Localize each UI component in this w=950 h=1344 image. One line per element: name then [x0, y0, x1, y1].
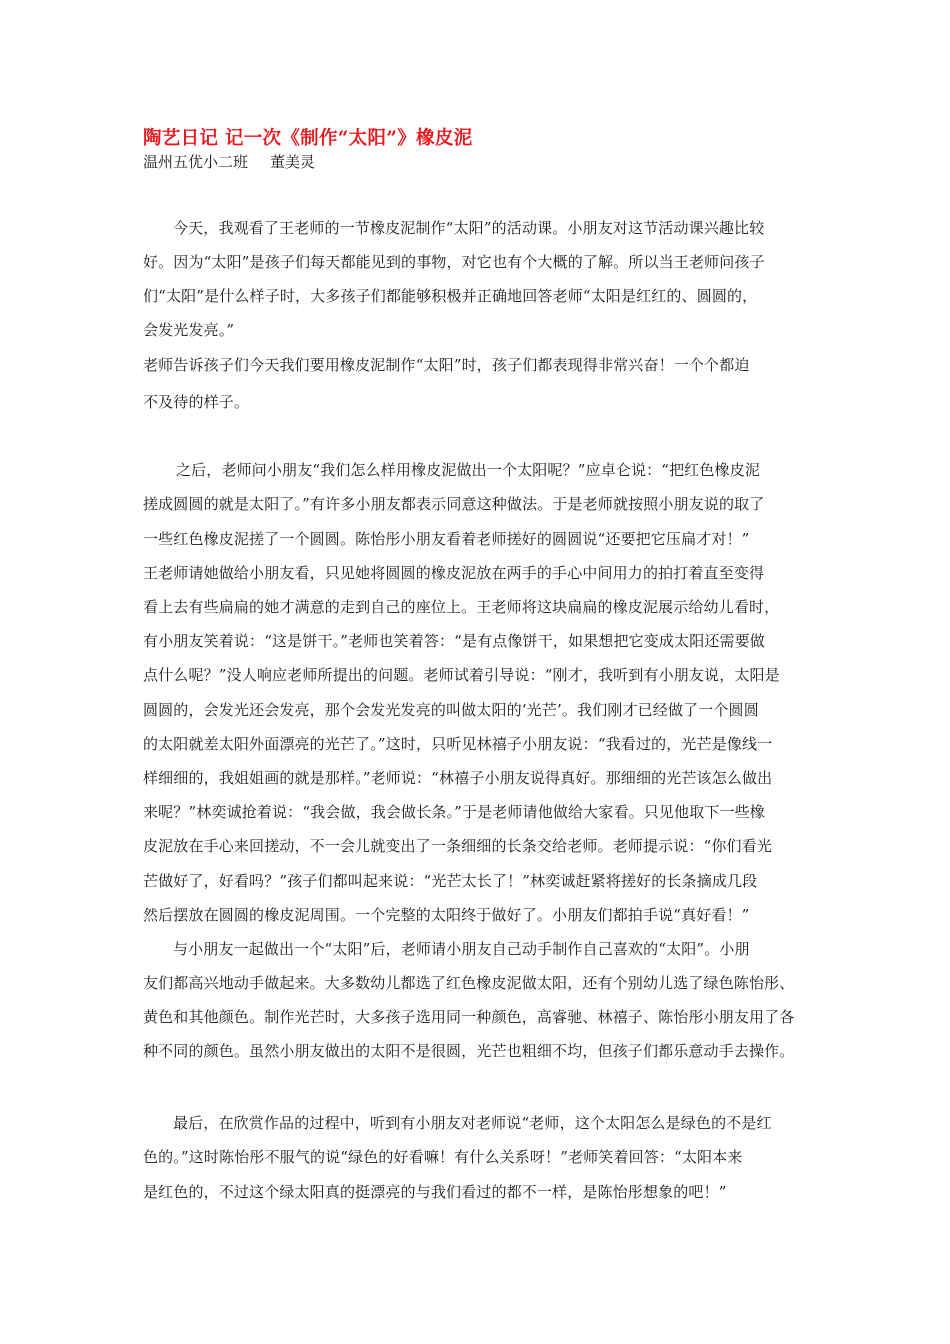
document-title: 陶艺日记 记一次《制作“太阳”》橡皮泥	[143, 128, 473, 149]
paragraph-line: 有小朋友笑着说：“这是饼干。”老师也笑着答：“是有点像饼干，如果想把它变成太阳还需要做	[143, 632, 765, 650]
paragraph-line: 一些红色橡皮泥搓了一个圆圆。陈怡彤小朋友看着老师搓好的圆圆说“还要把它压扁才对！”	[143, 530, 750, 548]
paragraph-line: 种不同的颜色。虽然小朋友做出的太阳不是很圆，光芒也粗细不均，但孩子们都乐意动手去操作。	[143, 1042, 795, 1060]
paragraph-line: 圆圆的，会发光还会发亮，那个会发光发亮的叫做太阳的‘光芒’。我们刚才已经做了一个圆圆	[143, 701, 759, 719]
paragraph-line: 皮泥放在手心来回搓动，不一会儿就变出了一条细细的长条交给老师。老师提示说：“你们看光	[143, 837, 772, 855]
paragraph-line: 然后摆放在圆圆的橡皮泥周围。一个完整的太阳终于做好了。小朋友们都拍手说“真好看！”	[143, 906, 750, 924]
paragraph-line: 友们都高兴地动手做起来。大多数幼儿都选了红色橡皮泥做太阳，还有个别幼儿选了绿色陈怡彤、	[143, 974, 795, 992]
byline	[143, 151, 315, 172]
paragraph-line: 今天，我观看了王老师的一节橡皮泥制作“太阳”的活动课。小朋友对这节活动课兴趣比较	[173, 219, 765, 237]
paragraph-line: 来呢？”林奕诚抢着说：“我会做，我会做长条。”于是老师请他做给大家看。只见他取下一些橡	[143, 803, 765, 821]
paragraph-line: 黄色和其他颜色。制作光芒时，大多孩子选用同一种颜色，高睿驰、林禧子、陈怡彤小朋友用了各	[143, 1008, 795, 1026]
paragraph-line: 与小朋友一起做出一个“太阳”后，老师请小朋友自己动手制作自己喜欢的“太阳”。小朋	[173, 940, 750, 958]
paragraph-line: 搓成圆圆的就是太阳了。”有许多小朋友都表示同意这种做法。于是老师就按照小朋友说的取了	[143, 495, 765, 513]
paragraph-line: 看上去有些扁扁的她才满意的走到自己的座位上。王老师将这块扁扁的橡皮泥展示给幼儿看时，	[143, 598, 780, 616]
paragraph-line: 之后，老师问小朋友“我们怎么样用橡皮泥做出一个太阳呢？”应卓仑说：“把红色橡皮泥	[176, 461, 761, 479]
paragraph-line: 好。因为“太阳”是孩子们每天都能见到的事物，对它也有个大概的了解。所以当王老师问孩子	[143, 253, 765, 271]
paragraph-line: 是红色的，不过这个绿太阳真的挺漂亮的与我们看过的都不一样，是陈怡彤想象的吧！”	[143, 1183, 727, 1201]
paragraph-line: 色的。”这时陈怡彤不服气的说“绿色的好看嘛！有什么关系呀！”老师笑着回答：“太阳本来	[143, 1148, 743, 1166]
paragraph-line: 老师告诉孩子们今天我们要用橡皮泥制作“太阳”时，孩子们都表现得非常兴奋！一个个都迫	[143, 356, 750, 374]
paragraph-line: 王老师请她做给小朋友看，只见她将圆圆的橡皮泥放在两手的手心中间用力的拍打着直至变得	[143, 564, 765, 582]
author-class: 温州五优小二班	[143, 153, 249, 171]
paragraph-line: 样细细的，我姐姐画的就是那样。”老师说：“林禧子小朋友说得真好。那细细的光芒该怎么做出	[143, 769, 773, 787]
paragraph-line: 点什么呢？”没人响应老师所提出的问题。老师试着引导说：“刚才，我听到有小朋友说，太阳是	[143, 666, 780, 684]
paragraph-line: 会发光发亮。”	[143, 321, 235, 339]
paragraph-line: 最后，在欣赏作品的过程中，听到有小朋友对老师说“老师，这个太阳怎么是绿色的不是红	[173, 1114, 772, 1132]
author-name: 董美灵	[270, 153, 316, 171]
paragraph-line: 的太阳就差太阳外面漂亮的光芒了。”这时，只听见林禧子小朋友说：“我看过的，光芒是像线一	[143, 735, 773, 753]
paragraph-line: 们“太阳”是什么样子时，大多孩子们都能够积极并正确地回答老师“太阳是红红的、圆圆的，	[143, 287, 758, 305]
paragraph-line: 芒做好了，好看吗？”孩子们都叫起来说：“光芒太长了！”林奕诚赶紧将搓好的长条摘成几段	[143, 872, 758, 890]
paragraph-line: 不及待的样子。	[143, 393, 250, 411]
